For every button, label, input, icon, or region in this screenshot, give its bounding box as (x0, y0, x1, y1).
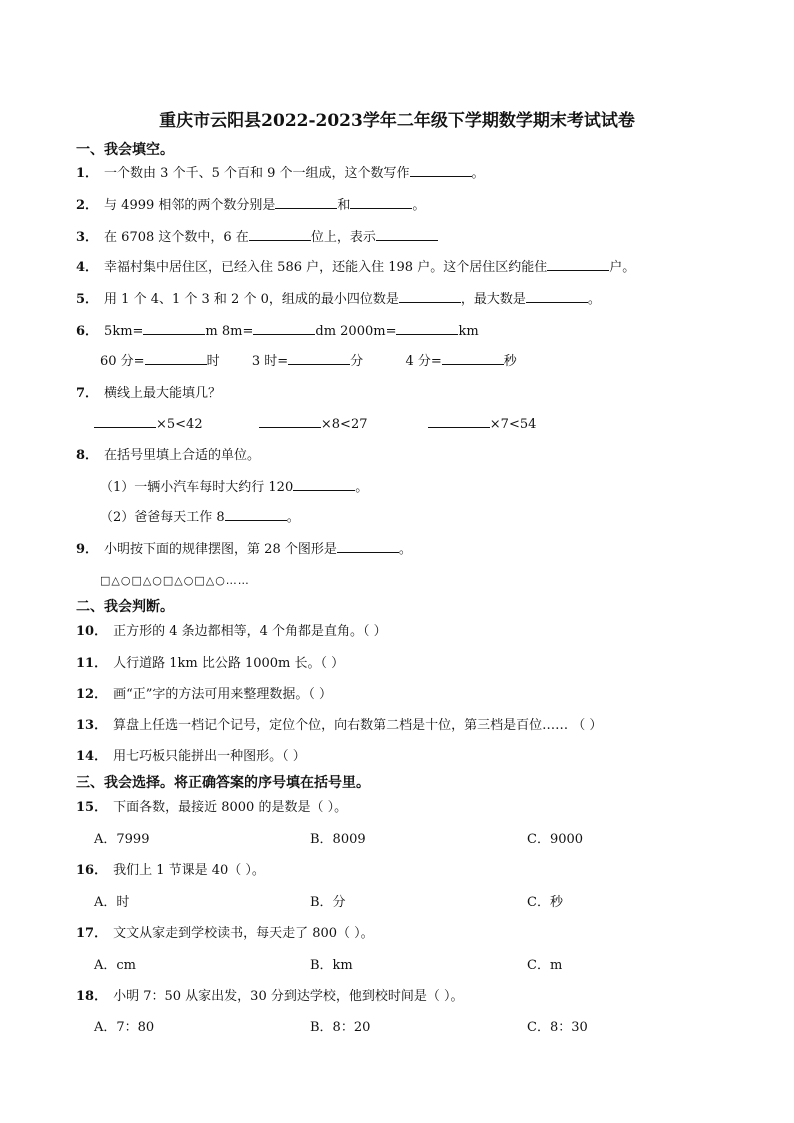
question-text: 3 时= (251, 354, 289, 369)
answer-blank[interactable] (288, 352, 350, 365)
question-number: 2． (76, 198, 99, 213)
question-text: 在括号里填上合适的单位。 (104, 448, 261, 463)
answer-blank[interactable] (428, 415, 490, 428)
question-14 (76, 747, 306, 767)
question-3 (76, 228, 438, 248)
question-text: 5km= (104, 324, 144, 339)
option-c[interactable]: C．8：30 (527, 1020, 588, 1035)
option-b[interactable]: B．8：20 (310, 1020, 371, 1035)
option-c[interactable]: C．9000 (527, 832, 584, 847)
question-text: 。 (286, 510, 300, 525)
question-text: 和 (337, 198, 351, 213)
question-number: 3． (76, 230, 99, 245)
question-text: 用七巧板只能拼出一种图形。（ ） (113, 749, 306, 764)
option-b[interactable]: B．分 (310, 895, 346, 910)
question-8-part-1 (100, 478, 368, 498)
question-number: 13． (76, 718, 108, 733)
question-number: 7． (76, 386, 99, 401)
question-text: （2）爸爸每天工作 8 (100, 510, 225, 525)
question-number: 8． (76, 448, 99, 463)
question-number: 14． (76, 749, 108, 764)
answer-blank[interactable] (410, 164, 472, 177)
question-2 (76, 196, 425, 216)
page-title: 重庆市云阳县2022-2023学年二年级下学期数学期末考试试卷 (159, 111, 635, 131)
question-text: 文文从家走到学校读书，每天走了 800（ ）。 (113, 926, 374, 941)
question-number: 16． (76, 863, 108, 878)
question-1 (76, 164, 485, 184)
question-text: km (458, 324, 479, 339)
question-text: 。 (471, 166, 485, 181)
question-text: 下面各数，最接近 8000 的是数是（ ）。 (113, 800, 348, 815)
question-text: 我们上 1 节课是 40（ ）。 (113, 863, 265, 878)
question-9 (76, 540, 412, 560)
answer-blank[interactable] (293, 478, 355, 491)
question-text: 。 (587, 292, 601, 307)
question-16 (76, 861, 265, 881)
section-heading-judge: 二、我会判断。 (76, 599, 174, 615)
question-8 (76, 446, 260, 466)
answer-blank[interactable] (145, 352, 207, 365)
question-number: 5． (76, 292, 99, 307)
answer-blank[interactable] (399, 290, 461, 303)
option-c[interactable]: C．秒 (527, 895, 563, 910)
question-text: 位上，表示 (310, 230, 376, 245)
answer-blank[interactable] (275, 196, 337, 209)
question-text: dm 2000m= (315, 324, 397, 339)
question-18 (76, 987, 463, 1007)
question-6 (76, 322, 479, 342)
question-text: ×7<54 (489, 417, 537, 432)
question-5 (76, 290, 601, 310)
question-text: （1）一辆小汽车每时大约行 120 (100, 480, 294, 495)
question-text: 小明按下面的规律摆图，第 28 个图形是 (104, 542, 337, 557)
option-a[interactable]: A．cm (94, 958, 136, 973)
question-number: 17． (76, 926, 108, 941)
question-15 (76, 798, 347, 818)
option-c[interactable]: C．m (527, 958, 563, 973)
question-7 (76, 384, 221, 404)
question-number: 11． (76, 656, 108, 671)
option-a[interactable]: A．时 (94, 895, 130, 910)
question-8-part-2 (100, 508, 300, 528)
answer-blank[interactable] (259, 415, 321, 428)
question-number: 15． (76, 800, 108, 815)
question-text: 画“正”字的方法可用来整理数据。（ ） (113, 687, 333, 702)
question-text: 一个数由 3 个千、5 个百和 9 个一组成，这个数写作 (104, 166, 410, 181)
question-text: ×5<42 (156, 417, 203, 432)
answer-blank[interactable] (337, 540, 399, 553)
question-text: 4 分= (405, 354, 442, 369)
shape-sequence: □△○□△○□△○□△○…… (100, 574, 250, 587)
question-text: m 8m= (205, 324, 254, 339)
section-heading-choice: 三、我会选择。将正确答案的序号填在括号里。 (76, 775, 370, 791)
question-text: 与 4999 相邻的两个数分别是 (104, 198, 276, 213)
question-text: 幸福村集中居住区，已经入住 586 户，还能入住 198 户。这个居住区约能住 (104, 260, 548, 275)
question-text: 算盘上任选一档记个记号，定位个位，向右数第二档是十位，第三档是百位…… （ ） (113, 718, 603, 733)
answer-blank[interactable] (143, 322, 205, 335)
answer-blank[interactable] (526, 290, 588, 303)
option-b[interactable]: B．8009 (310, 832, 366, 847)
question-text: 60 分= (100, 354, 145, 369)
answer-blank[interactable] (249, 228, 311, 241)
question-number: 9． (76, 542, 99, 557)
answer-blank[interactable] (442, 352, 504, 365)
question-text: 正方形的 4 条边都相等，4 个角都是直角。（ ） (113, 624, 387, 639)
section-heading-fill: 一、我会填空。 (76, 142, 174, 158)
question-text: 人行道路 1km 比公路 1000m 长。（ ） (113, 656, 345, 671)
question-text: 。 (412, 198, 426, 213)
option-a[interactable]: A．7999 (94, 832, 150, 847)
question-number: 18． (76, 989, 108, 1004)
answer-blank[interactable] (94, 415, 156, 428)
question-17 (76, 924, 374, 944)
question-11 (76, 654, 344, 674)
question-number: 12． (76, 687, 108, 702)
question-text: ，最大数是 (460, 292, 526, 307)
question-number: 4． (76, 260, 99, 275)
answer-blank[interactable] (547, 258, 609, 271)
question-text: 小明 7：50 从家出发，30 分到达学校，他到校时间是（ ）。 (113, 989, 464, 1004)
question-text: 在 6708 这个数中，6 在 (104, 230, 249, 245)
question-number: 6． (76, 324, 99, 339)
option-b[interactable]: B．km (310, 958, 353, 973)
question-text: 用 1 个 4、1 个 3 和 2 个 0，组成的最小四位数是 (104, 292, 399, 307)
question-text: 户。 (609, 260, 636, 275)
option-a[interactable]: A．7：80 (94, 1020, 155, 1035)
question-12 (76, 685, 332, 705)
question-text: 秒 (503, 354, 517, 369)
answer-blank[interactable] (253, 322, 315, 335)
question-number: 1． (76, 166, 99, 181)
question-number: 10． (76, 624, 108, 639)
answer-blank[interactable] (350, 196, 412, 209)
answer-blank[interactable] (225, 508, 287, 521)
question-4 (76, 258, 635, 278)
answer-blank[interactable] (396, 322, 458, 335)
question-10 (76, 622, 387, 642)
question-13 (76, 716, 602, 736)
question-text: 。 (398, 542, 412, 557)
question-7-items (94, 415, 536, 435)
question-text: 时 (206, 354, 220, 369)
question-text: 分 (350, 354, 364, 369)
question-6-row-2 (100, 352, 517, 372)
answer-blank[interactable] (376, 228, 438, 241)
question-text: 横线上最大能填几？ (104, 386, 222, 401)
question-text: ×8<27 (320, 417, 368, 432)
question-text: 。 (355, 480, 369, 495)
